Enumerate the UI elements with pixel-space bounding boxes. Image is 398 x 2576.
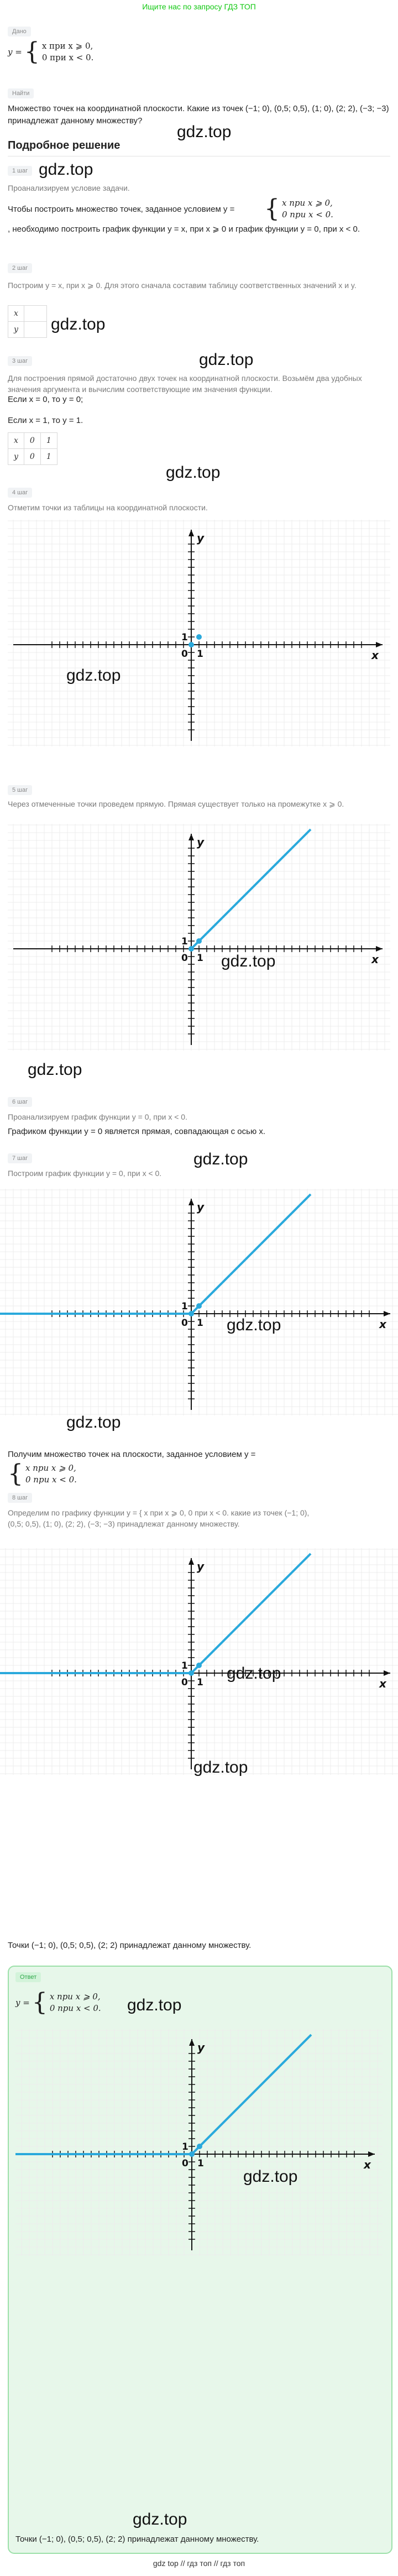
step-8-system: { x при x ⩾ 0, 0 при x < 0. (8, 1460, 77, 1488)
watermark: gdz.top (39, 160, 93, 179)
step-7-text: Построим график функции y = 0, при x < 0. (8, 1169, 162, 1178)
step-8-text: Определим по графику функции y = { x при x ⩾ 0, 0 при x < 0. какие из точек (−1; 0), (0,5; 0,5), (1; 0), (2; 2), (−3; −3) принадлежат данному множеству. (8, 1508, 310, 1528)
point-0-0 (189, 2151, 195, 2157)
graph-answer (15, 2029, 383, 2256)
step-1-conclusion: , необходимо построить график функции y = x, при x ⩾ 0 и график функции y = 0, при x < 0. (8, 224, 360, 234)
origin-label: 0 (181, 649, 188, 660)
watermark: gdz.top (193, 1758, 248, 1776)
footer-link-1[interactable]: gdz top (153, 2559, 179, 2568)
y-arrow (189, 2039, 195, 2046)
step-3-text: Для построения прямой достаточно двух точек на координатной плоскости. Возьмём два удобных значения аргумента и вычислим соответствующие им значения функции. (8, 374, 362, 394)
graph-ray (8, 824, 390, 1051)
grid (8, 520, 390, 746)
y-unit-label: 1 (181, 1301, 188, 1312)
step-3-label: 3 шаг (8, 356, 32, 366)
given-label: Дано (8, 27, 31, 36)
point-1-1 (196, 938, 202, 944)
y-arrow (188, 834, 194, 840)
y-axis-label: y (197, 1200, 205, 1214)
point-1-1 (196, 1663, 202, 1668)
step-3-line2: Если x = 1, то y = 1. (8, 416, 83, 425)
step-1-condition: Чтобы построить множество точек, заданное условием y = (8, 205, 235, 214)
step-3-line1: Если x = 0, то y = 0; (8, 395, 83, 404)
step-6-label: 6 шаг (8, 1097, 32, 1107)
watermark: gdz.top (66, 666, 121, 685)
watermark: gdz.top (199, 351, 254, 369)
step-1-label: 1 шаг (8, 166, 32, 176)
y-arrow (188, 1199, 194, 1205)
y-axis-label: y (197, 531, 205, 545)
y-unit-label: 1 (181, 1660, 188, 1671)
origin-label: 0 (181, 1677, 188, 1688)
x-unit-label: 1 (197, 1677, 203, 1688)
x-unit-label: 1 (197, 649, 203, 660)
footer-link-2[interactable]: гдз топ (187, 2559, 212, 2568)
solution-heading: Подробное решение (8, 139, 121, 151)
step-6-text: Проанализируем график функции y = 0, при x < 0. (8, 1112, 187, 1121)
value-table: x 0 1 y 0 1 (8, 432, 57, 465)
watermark: gdz.top (133, 2510, 187, 2528)
step-2-label: 2 шаг (8, 263, 32, 273)
y-axis-label: y (197, 835, 205, 849)
x-arrow (376, 642, 383, 647)
step-1-text: Проанализируем условие задачи. (8, 184, 130, 192)
graph-points (8, 520, 390, 746)
step-8-line: Получим множество точек на плоскости, заданное условием y = (8, 1450, 256, 1459)
step-7-label: 7 шаг (8, 1153, 32, 1163)
point-1-1 (196, 634, 202, 640)
origin-label: 0 (181, 953, 188, 964)
graph-full (0, 1189, 398, 1415)
given-system: y = { x при x ⩾ 0, 0 при x < 0. (8, 38, 94, 66)
point-0-0 (188, 1670, 194, 1676)
footer-link-3[interactable]: гдз топ (220, 2559, 245, 2568)
step-2-text: Построим y = x, при x ⩾ 0. Для этого сначала составим таблицу соответственных значений x и y. (8, 281, 357, 290)
y-axis-label: y (197, 1560, 205, 1573)
grid (0, 1189, 398, 1415)
footer: gdz top // гдз топ // гдз топ (153, 2559, 245, 2568)
watermark: gdz.top (51, 315, 106, 333)
grid (15, 2029, 383, 2256)
origin-label: 0 (181, 1318, 188, 1329)
point-0-0 (188, 946, 194, 952)
answer-label: Ответ (15, 1974, 41, 1981)
step-8-label: 8 шаг (8, 1493, 32, 1503)
watermark: gdz.top (28, 1060, 82, 1079)
x-axis-label: x (379, 1318, 386, 1331)
graph-line-yx (192, 2035, 311, 2154)
graph-line-yx (191, 1554, 311, 1673)
y-unit-label: 1 (181, 632, 188, 643)
point-0-0 (188, 642, 194, 647)
point-1-1 (196, 1303, 202, 1309)
step-1-system: { x при x ⩾ 0, 0 при x < 0. (264, 195, 333, 223)
top-search-link[interactable]: Ищите нас по запросу ГДЗ ТОП (142, 2, 256, 11)
x-unit-label: 1 (197, 2158, 204, 2169)
y-unit-label: 1 (181, 936, 188, 947)
x-arrow (384, 1311, 390, 1316)
find-label: Найти (8, 88, 34, 98)
x-unit-label: 1 (197, 1318, 203, 1329)
y-axis-label: y (197, 2041, 205, 2054)
y-unit-label: 1 (182, 2141, 188, 2152)
step-5-text: Через отмеченные точки проведем прямую. Прямая существует только на промежутке x ⩾ 0. (8, 800, 344, 808)
value-table-empty: x y (8, 305, 47, 338)
x-arrow (384, 1670, 390, 1676)
step-4-label: 4 шаг (8, 488, 32, 498)
watermark: gdz.top (243, 2167, 298, 2186)
point-0-0 (188, 1311, 194, 1316)
watermark: gdz.top (227, 1664, 281, 1683)
find-text: Множество точек на координатной плоскости. Какие из точек (−1; 0), (0,5; 0,5), (1; 0), (2; 2), (−3; −3) принадлежат данному множеству? (8, 104, 389, 126)
step-5-label: 5 шаг (8, 785, 32, 795)
y-arrow (188, 530, 194, 536)
watermark: gdz.top (166, 463, 221, 482)
y-arrow (188, 1558, 194, 1565)
grid (8, 824, 390, 1051)
watermark: gdz.top (193, 1150, 248, 1168)
watermark: gdz.top (127, 1996, 182, 2014)
step-6-line: Графиком функции y = 0 является прямая, совпадающая с осью x. (8, 1127, 266, 1136)
graph-line-yx (191, 1194, 311, 1314)
conclusion: Точки (−1; 0), (0,5; 0,5), (2; 2) принадлежат данному множеству. (8, 1941, 252, 1950)
x-arrow (368, 2151, 375, 2157)
watermark: gdz.top (66, 1413, 121, 1431)
x-unit-label: 1 (197, 953, 203, 964)
x-axis-label: x (371, 953, 379, 966)
graph-full-2 (0, 1548, 398, 1775)
x-arrow (376, 946, 383, 952)
x-axis-label: x (379, 1677, 386, 1690)
watermark: gdz.top (177, 123, 232, 141)
answer-system: y = { x при x ⩾ 0, 0 при x < 0. (15, 1988, 101, 2016)
watermark: gdz.top (227, 1316, 281, 1334)
x-axis-label: x (371, 649, 379, 662)
grid (0, 1548, 398, 1775)
point-1-1 (197, 2144, 202, 2149)
graph-line-yx (191, 829, 311, 949)
origin-label: 0 (182, 2158, 188, 2169)
answer-conclusion: Точки (−1; 0), (0,5; 0,5), (2; 2) принадлежат данному множеству. (15, 2535, 259, 2544)
watermark: gdz.top (221, 952, 276, 970)
step-4-text: Отметим точки из таблицы на координатной плоскости. (8, 503, 208, 512)
x-axis-label: x (364, 2158, 371, 2171)
